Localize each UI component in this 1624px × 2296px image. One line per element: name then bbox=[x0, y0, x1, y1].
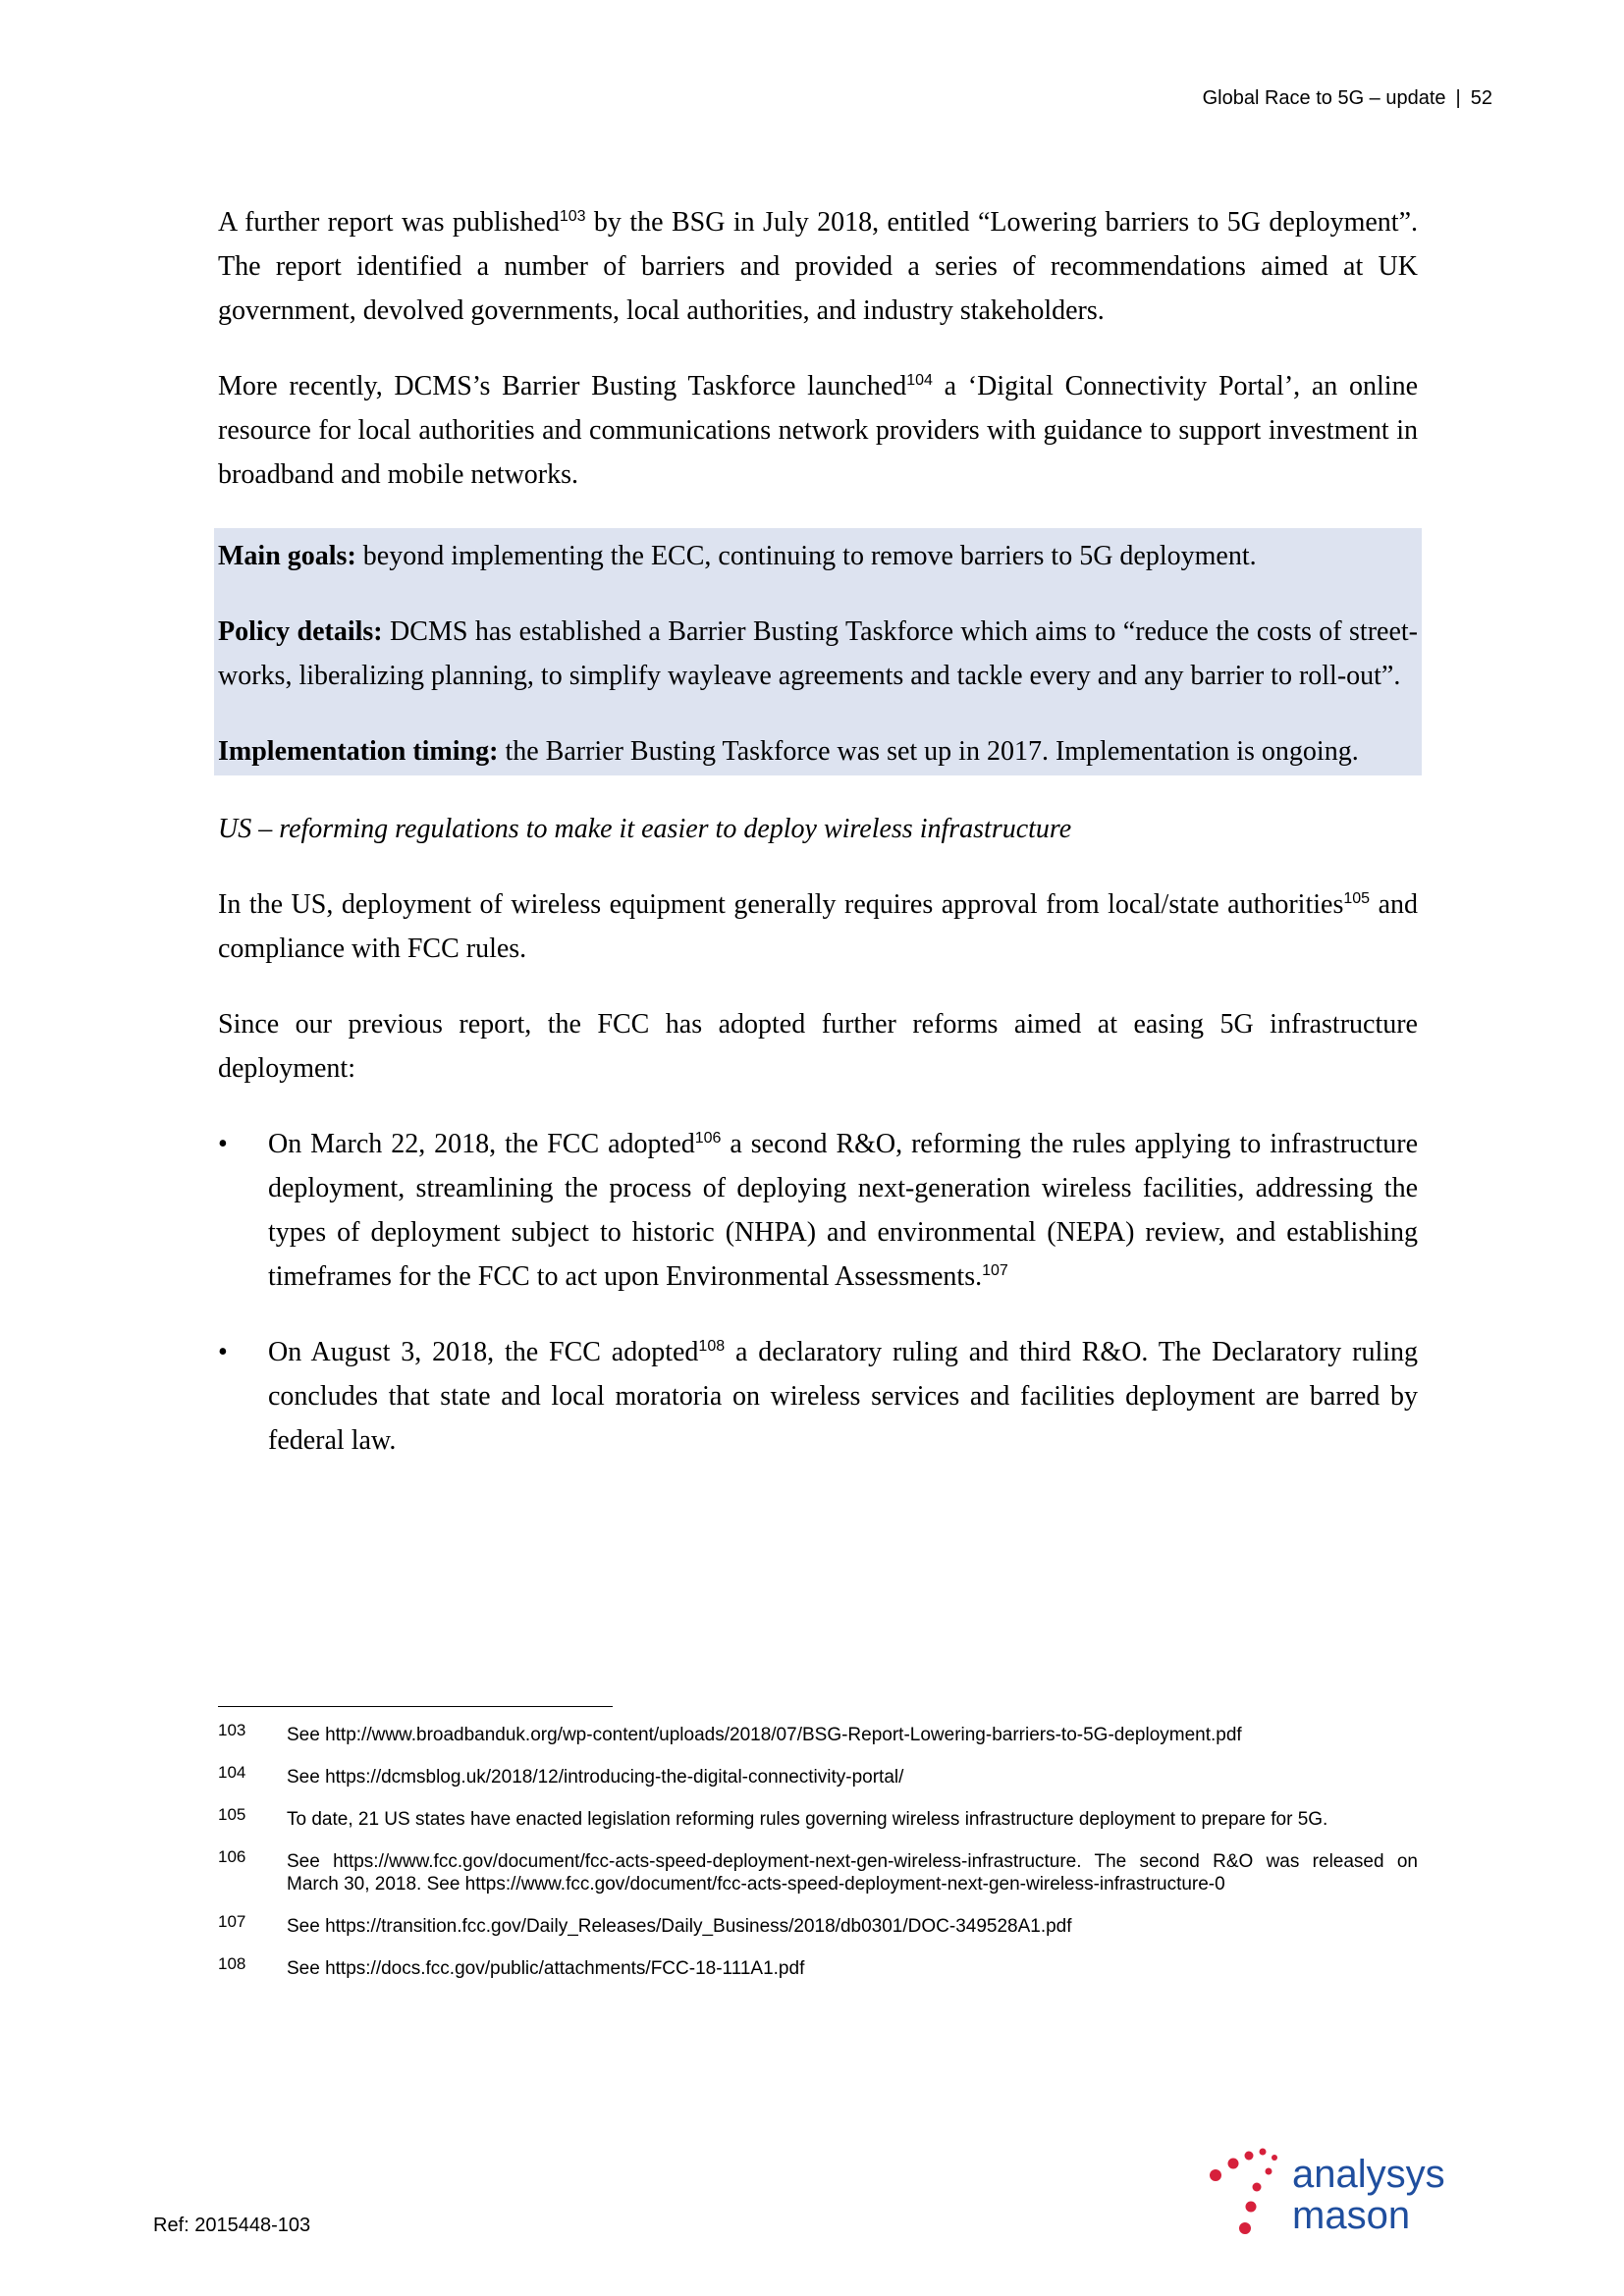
implementation-timing bbox=[218, 729, 1418, 774]
paragraph-text: by the BSG in July 2018, entitled “Lowering barriers to 5G deployment”. The report identified a number of barriers and provided a series of recommendations aimed at UK government, devolved governments, local authorities, and industry stakeholders. bbox=[218, 207, 1419, 326]
footnote-108 bbox=[218, 1954, 1418, 1980]
policy-summary-box bbox=[214, 528, 1422, 775]
footnote-ref-103[interactable]: 103 bbox=[559, 208, 586, 225]
policy-details bbox=[218, 610, 1418, 698]
footnote-text[interactable]: See https://www.fcc.gov/document/fcc-acts-speed-deployment-next-gen-wireless-infrastructure. The second R&O was released on March 30, 2018. See https://www.fcc.gov/document/fcc-acts-speed-deployment-next-gen-wireless-infrastructure-0 bbox=[287, 1851, 1418, 1895]
footnote-number: 105 bbox=[218, 1805, 246, 1824]
footnote-number: 106 bbox=[218, 1847, 246, 1866]
list-item bbox=[218, 1122, 1418, 1299]
footnote-text[interactable]: See https://dcmsblog.uk/2018/12/introducing-the-digital-connectivity-portal/ bbox=[287, 1767, 904, 1788]
footnote-ref-104[interactable]: 104 bbox=[906, 372, 933, 389]
footnote-number: 103 bbox=[218, 1721, 246, 1739]
footnote-number: 108 bbox=[218, 1954, 246, 1973]
footnote-103 bbox=[218, 1721, 1418, 1746]
document-reference: Ref: 2015448-103 bbox=[153, 2215, 311, 2236]
footnote-text: To date, 21 US states have enacted legislation reforming rules governing wireless infrastructure deployment to prepare for 5G. bbox=[287, 1809, 1328, 1830]
footnote-ref-106[interactable]: 106 bbox=[694, 1130, 722, 1147]
analysys-mason-logo bbox=[1206, 2142, 1500, 2240]
list-item-text: On March 22, 2018, the FCC adopted bbox=[268, 1129, 695, 1159]
paragraph-us-approval bbox=[218, 882, 1418, 971]
paragraph-text: More recently, DCMS’s Barrier Busting Taskforce launched bbox=[218, 371, 907, 401]
footnote-ref-108[interactable]: 108 bbox=[698, 1338, 726, 1355]
list-item-text: a declaratory ruling and third R&O. The Declaratory ruling concludes that state and local moratoria on wireless services and facilities deployment are barred by federal law. bbox=[268, 1337, 1418, 1456]
document-title: Global Race to 5G – update bbox=[1202, 87, 1446, 109]
section-heading-us: US – reforming regulations to make it easier to deploy wireless infrastructure bbox=[218, 814, 1072, 844]
footnote-104 bbox=[218, 1763, 1418, 1789]
paragraph-text: a ‘Digital Connectivity Portal’, an online resource for local authorities and communications network providers with guidance to support investment in broadband and mobile networks. bbox=[218, 371, 1418, 490]
header-separator: | bbox=[1455, 87, 1461, 109]
list-item-text: a second R&O, reforming the rules applying to infrastructure deployment, streamlining the process of deploying next-generation wireless facilities, addressing the types of deployment subject to historic (NHPA) and environmental (NEPA) review, and establishing timeframes for the FCC to act upon Environmental Assessments. bbox=[268, 1129, 1419, 1292]
main-goals bbox=[218, 534, 1418, 578]
footnote-number: 104 bbox=[218, 1763, 246, 1782]
list-item-text: On August 3, 2018, the FCC adopted bbox=[268, 1337, 699, 1367]
bullet-icon: • bbox=[218, 1129, 228, 1159]
paragraph-text: A further report was published bbox=[218, 207, 560, 238]
paragraph-text: In the US, deployment of wireless equipment generally requires approval from local/state authorities bbox=[218, 889, 1344, 920]
footnote-ref-107[interactable]: 107 bbox=[982, 1262, 1008, 1279]
page-number: 52 bbox=[1470, 87, 1492, 109]
main-content bbox=[218, 200, 1418, 1494]
page-header bbox=[1203, 87, 1492, 110]
footnote-number: 107 bbox=[218, 1912, 246, 1931]
footnote-ref-105[interactable]: 105 bbox=[1343, 890, 1371, 907]
implementation-timing-text: the Barrier Busting Taskforce was set up in 2017. Implementation is ongoing. bbox=[498, 736, 1359, 767]
logo-dots-icon bbox=[1210, 2149, 1277, 2235]
paragraph-bsg-report bbox=[218, 200, 1418, 333]
footnote-text[interactable]: See http://www.broadbanduk.org/wp-content/uploads/2018/07/BSG-Report-Lowering-barriers-to-5G-deployment.pdf bbox=[287, 1725, 1242, 1745]
footnote-106 bbox=[218, 1847, 1418, 1896]
main-goals-text: beyond implementing the ECC, continuing to remove barriers to 5G deployment. bbox=[355, 541, 1257, 571]
list-item bbox=[218, 1330, 1418, 1463]
logo-text-analysys: analysys bbox=[1292, 2153, 1445, 2196]
logo-text-mason: mason bbox=[1292, 2194, 1411, 2237]
footnote-text[interactable]: See https://docs.fcc.gov/public/attachments/FCC-18-111A1.pdf bbox=[287, 1958, 805, 1979]
paragraph-dcms-portal bbox=[218, 364, 1418, 497]
footnote-text[interactable]: See https://transition.fcc.gov/Daily_Releases/Daily_Business/2018/db0301/DOC-349528A1.pdf bbox=[287, 1916, 1072, 1937]
fcc-reforms-list bbox=[218, 1122, 1418, 1463]
policy-details-text: DCMS has established a Barrier Busting Taskforce which aims to “reduce the costs of street-works, liberalizing planning, to simplify wayleave agreements and tackle every and any barrier to roll-out”. bbox=[218, 616, 1418, 691]
main-goals-label: Main goals: bbox=[218, 541, 356, 571]
bullet-icon: • bbox=[218, 1337, 228, 1367]
footnote-105 bbox=[218, 1805, 1418, 1831]
paragraph-fcc-reforms: Since our previous report, the FCC has adopted further reforms aimed at easing 5G infrastructure deployment: bbox=[218, 1009, 1418, 1084]
paragraph-text: and compliance with FCC rules. bbox=[218, 889, 1419, 964]
policy-details-label: Policy details: bbox=[218, 616, 383, 647]
footnote-divider bbox=[218, 1706, 613, 1707]
footnotes bbox=[218, 1721, 1418, 2000]
footnote-107 bbox=[218, 1912, 1418, 1938]
implementation-timing-label: Implementation timing: bbox=[218, 736, 499, 767]
